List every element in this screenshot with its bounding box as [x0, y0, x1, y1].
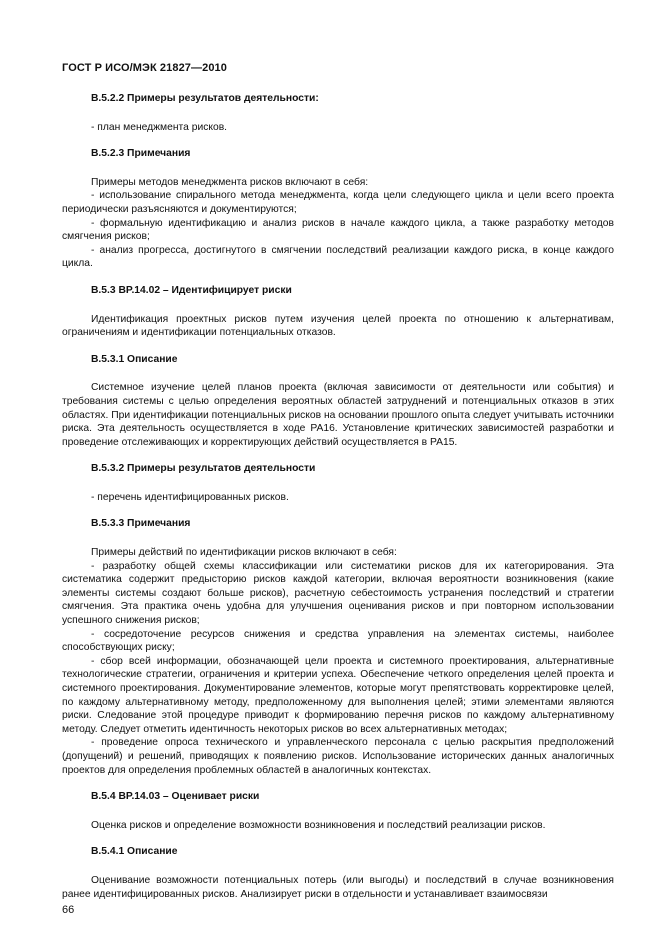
- paragraph-line: - проведение опроса технического и управленческого персонала с целью раскрытия предположений (допущений) и решений, приводящих к появлению рисков. Использование исторических данных аналогичных проектов для определения проблемных областей в аналогичных контекстах.: [62, 737, 614, 776]
- paragraph-b5-2-2: [62, 121, 614, 135]
- document-header: ГОСТ Р ИСО/МЭК 21827—2010: [62, 62, 227, 74]
- paragraph-b5-3-3: [62, 546, 614, 777]
- paragraph-line: - разработку общей схемы классификации или систематики рисков для их категорирования. Эта систематика содержит предысторию рисков каждой категории, включая вероятности возникновения (какие элементы системы создают больше рисков), расчетную себестоимость устранения последствий и стратегии смягчения. Эта практика очень удобна для улучшения оценивания рисков и при повторном использовании успешного снижения рисков;: [62, 560, 614, 627]
- paragraph-line: Примеры действий по идентификации рисков включают в себя:: [91, 547, 397, 559]
- paragraph-line: - перечень идентифицированных рисков.: [91, 491, 289, 503]
- paragraph-line: Примеры методов менеджмента рисков включают в себя:: [91, 176, 369, 188]
- paragraph-line: Идентификация проектных рисков путем изучения целей проекта по отношению к альтернативам, ограничениям и идентификации потенциальных отказов.: [62, 313, 614, 339]
- paragraph-b5-3-2: [62, 491, 614, 505]
- paragraph-line: Оценка рисков и определение возможности возникновения и последствий реализации рисков.: [91, 819, 546, 831]
- paragraph-b5-4-1: [62, 874, 614, 901]
- section-heading-b5-2-2: B.5.2.2 Примеры результатов деятельности:: [91, 93, 319, 104]
- paragraph-line: - анализ прогресса, достигнутого в смягчении последствий реализации каждого риска, в конце каждого цикла.: [62, 244, 614, 270]
- section-heading-b5-3-3: B.5.3.3 Примечания: [91, 518, 191, 530]
- paragraph-line: - план менеджмента рисков.: [91, 121, 228, 133]
- page-number: 66: [62, 904, 75, 916]
- section-heading-b5-3-1: B.5.3.1 Описание: [91, 353, 178, 365]
- paragraph-line: - использование спирального метода менеджмента, когда цели следующего цикла и цели всего проекта периодически разъясняются и документируются;: [62, 190, 614, 215]
- paragraph-b5-3-1: [62, 381, 614, 449]
- paragraph-b5-4: [62, 819, 614, 833]
- section-heading-b5-4: B.5.4 BP.14.03 – Оценивает риски: [91, 791, 260, 803]
- paragraph-line: - сосредоточение ресурсов снижения и средства управления на элементах системы, наиболее способствующих риску;: [62, 628, 614, 654]
- section-heading-b5-3: B.5.3 BP.14.02 – Идентифицирует риски: [91, 284, 292, 296]
- paragraph-b5-2-3: [62, 176, 614, 271]
- paragraph-line: - формальную идентификацию и анализ рисков в начале каждого цикла, а также разработку методов смягчения рисков;: [62, 217, 614, 243]
- section-heading-b5-3-2: B.5.3.2 Примеры результатов деятельности: [91, 463, 316, 475]
- paragraph-b5-3: [62, 313, 614, 340]
- section-heading-b5-2-3: B.5.2.3 Примечания: [91, 148, 191, 160]
- document-body: [62, 92, 614, 914]
- section-heading-b5-4-1: B.5.4.1 Описание: [91, 846, 178, 858]
- paragraph-line: Системное изучение целей планов проекта (включая зависимости от деятельности или события) и требования системы с целью определения вероятных областей затруднений и потенциальных отказов в этих областях. При идентификации потенциальных рисков на основании прошлого опыта следует учитывать источники риска. Эта деятельность осуществляется в ходе PA16. Установление критических зависимостей разработки и проведение отслеживающих и корректирующих действий осуществляется в PA15.: [62, 382, 614, 448]
- paragraph-line: Оценивание возможности потенциальных потерь (или выгоды) и последствий в случае возникновения ранее идентифицированных рисков. Анализирует риски в отдельности и устанавливает взаимосвязи: [62, 874, 614, 900]
- paragraph-line: - сбор всей информации, обозначающей цели проекта и системного проектирования, альтернативные технологические стратегии, ограничения и критерии успеха. Обеспечение четкого определения целей проекта и системного проектирования. Документирование элементов, которые могут препятствовать корректировке целей, по каждому альтернативному методу, предположенному для выполнения целей; этими элементами являются риски. Следование этой процедуре приводит к формированию перечня рисков по каждому альтернативному методу. Следует отметить идентичность некоторых рисков во всех альтернативных методах;: [62, 655, 614, 735]
